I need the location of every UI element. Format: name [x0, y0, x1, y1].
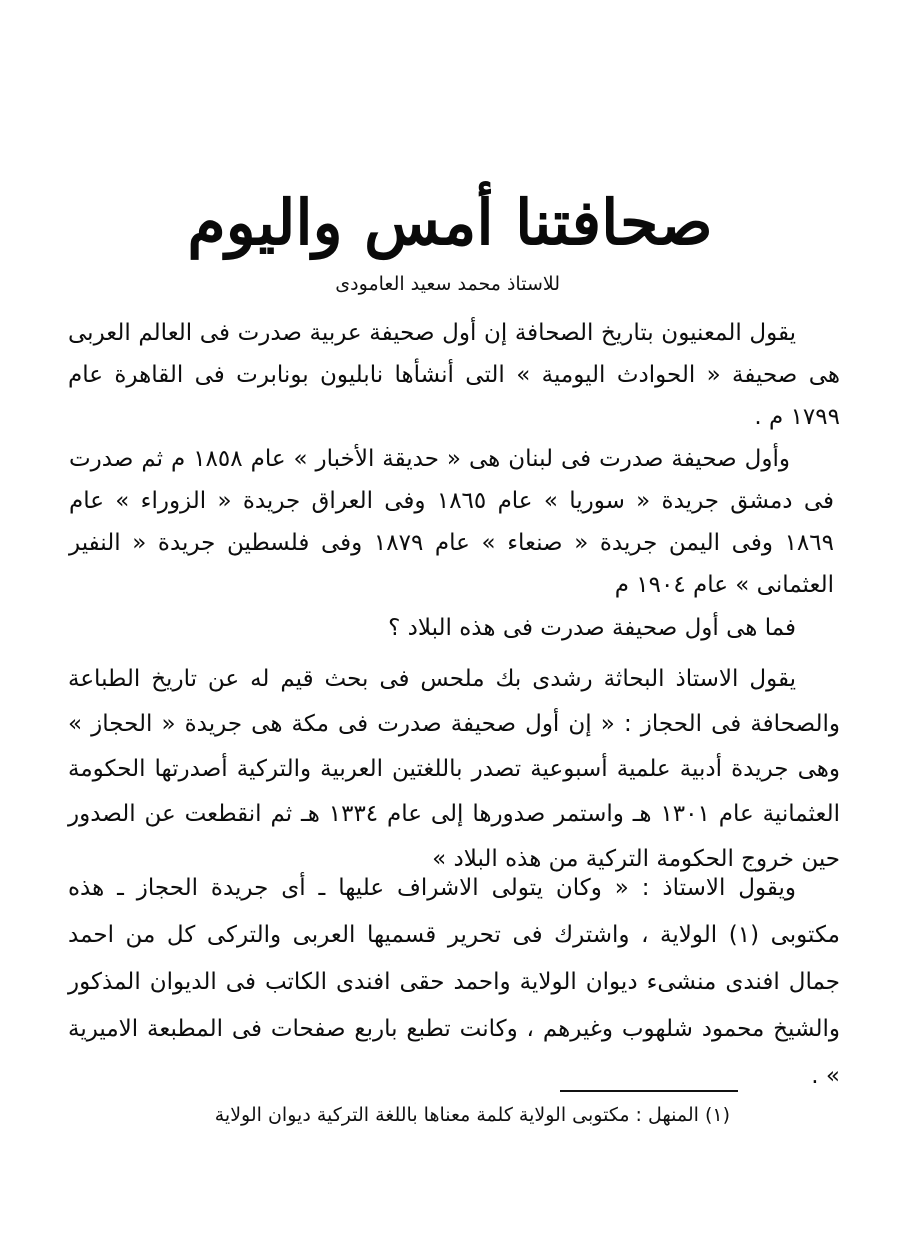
paragraph-1: يقول المعنيون بتاريخ الصحافة إن أول صحيفة عربية صدرت فى العالم العربى هى صحيفة « الحوادث اليومية » التى أنشأها نابليون بونابرت فى القاهرة عام ١٧٩٩ م .: [68, 320, 840, 430]
paragraph-5: ويقول الاستاذ : « وكان يتولى الاشراف عليها ـ أى جريدة الحجاز ـ هذه مكتوبى (١) الولاية ، واشترك فى تحرير قسميها العربى والتركى كل من احمد جمال افندى منشىء ديوان الولاية واحمد حقى افندى الكاتب فى الديوان المذكور والشيخ محمود شلهوب وغيرهم ، وكانت تطبع باربع صفحات فى المطبعة الاميرية » .: [68, 875, 841, 1089]
footnote: (١) المنهل : مكتوبى الولاية كلمة معناها باللغة التركية ديوان الولاية: [214, 1104, 730, 1126]
paragraph-3: فما هى أول صحيفة صدرت فى هذه البلاد ؟: [388, 615, 796, 641]
paragraph-4: يقول الاستاذ البحاثة رشدى بك ملحس فى بحث قيم له عن تاريخ الطباعة والصحافة فى الحجاز : « إن أول صحيفة صدرت فى مكة هى جريدة « الحجاز » وهى جريدة أدبية علمية أسبوعية تصدر باللغتين العربية والتركية أصدرتها الحكومة العثمانية عام ١٣٠١ هـ واستمر صدورها إلى عام ١٣٣٤ هـ ثم انقطعت عن الصدور حين خروج الحكومة التركية من هذه البلاد »: [68, 666, 840, 872]
paragraph-2: وأول صحيفة صدرت فى لبنان هى « حديقة الأخبار » عام ١٨٥٨ م ثم صدرت فى دمشق جريدة « سوريا » عام ١٨٦٥ وفى العراق جريدة « الزوراء » عام ١٨٦٩ وفى اليمن جريدة « صنعاء » عام ١٨٧٩ وفى فلسطين جريدة « النفير العثمانى » عام ١٩٠٤ م: [69, 446, 834, 598]
article-title: صحافتنا أمس واليوم: [187, 186, 713, 259]
author-byline: للاستاذ محمد سعيد العامودى: [335, 273, 560, 295]
footnote-divider: [560, 1090, 738, 1092]
